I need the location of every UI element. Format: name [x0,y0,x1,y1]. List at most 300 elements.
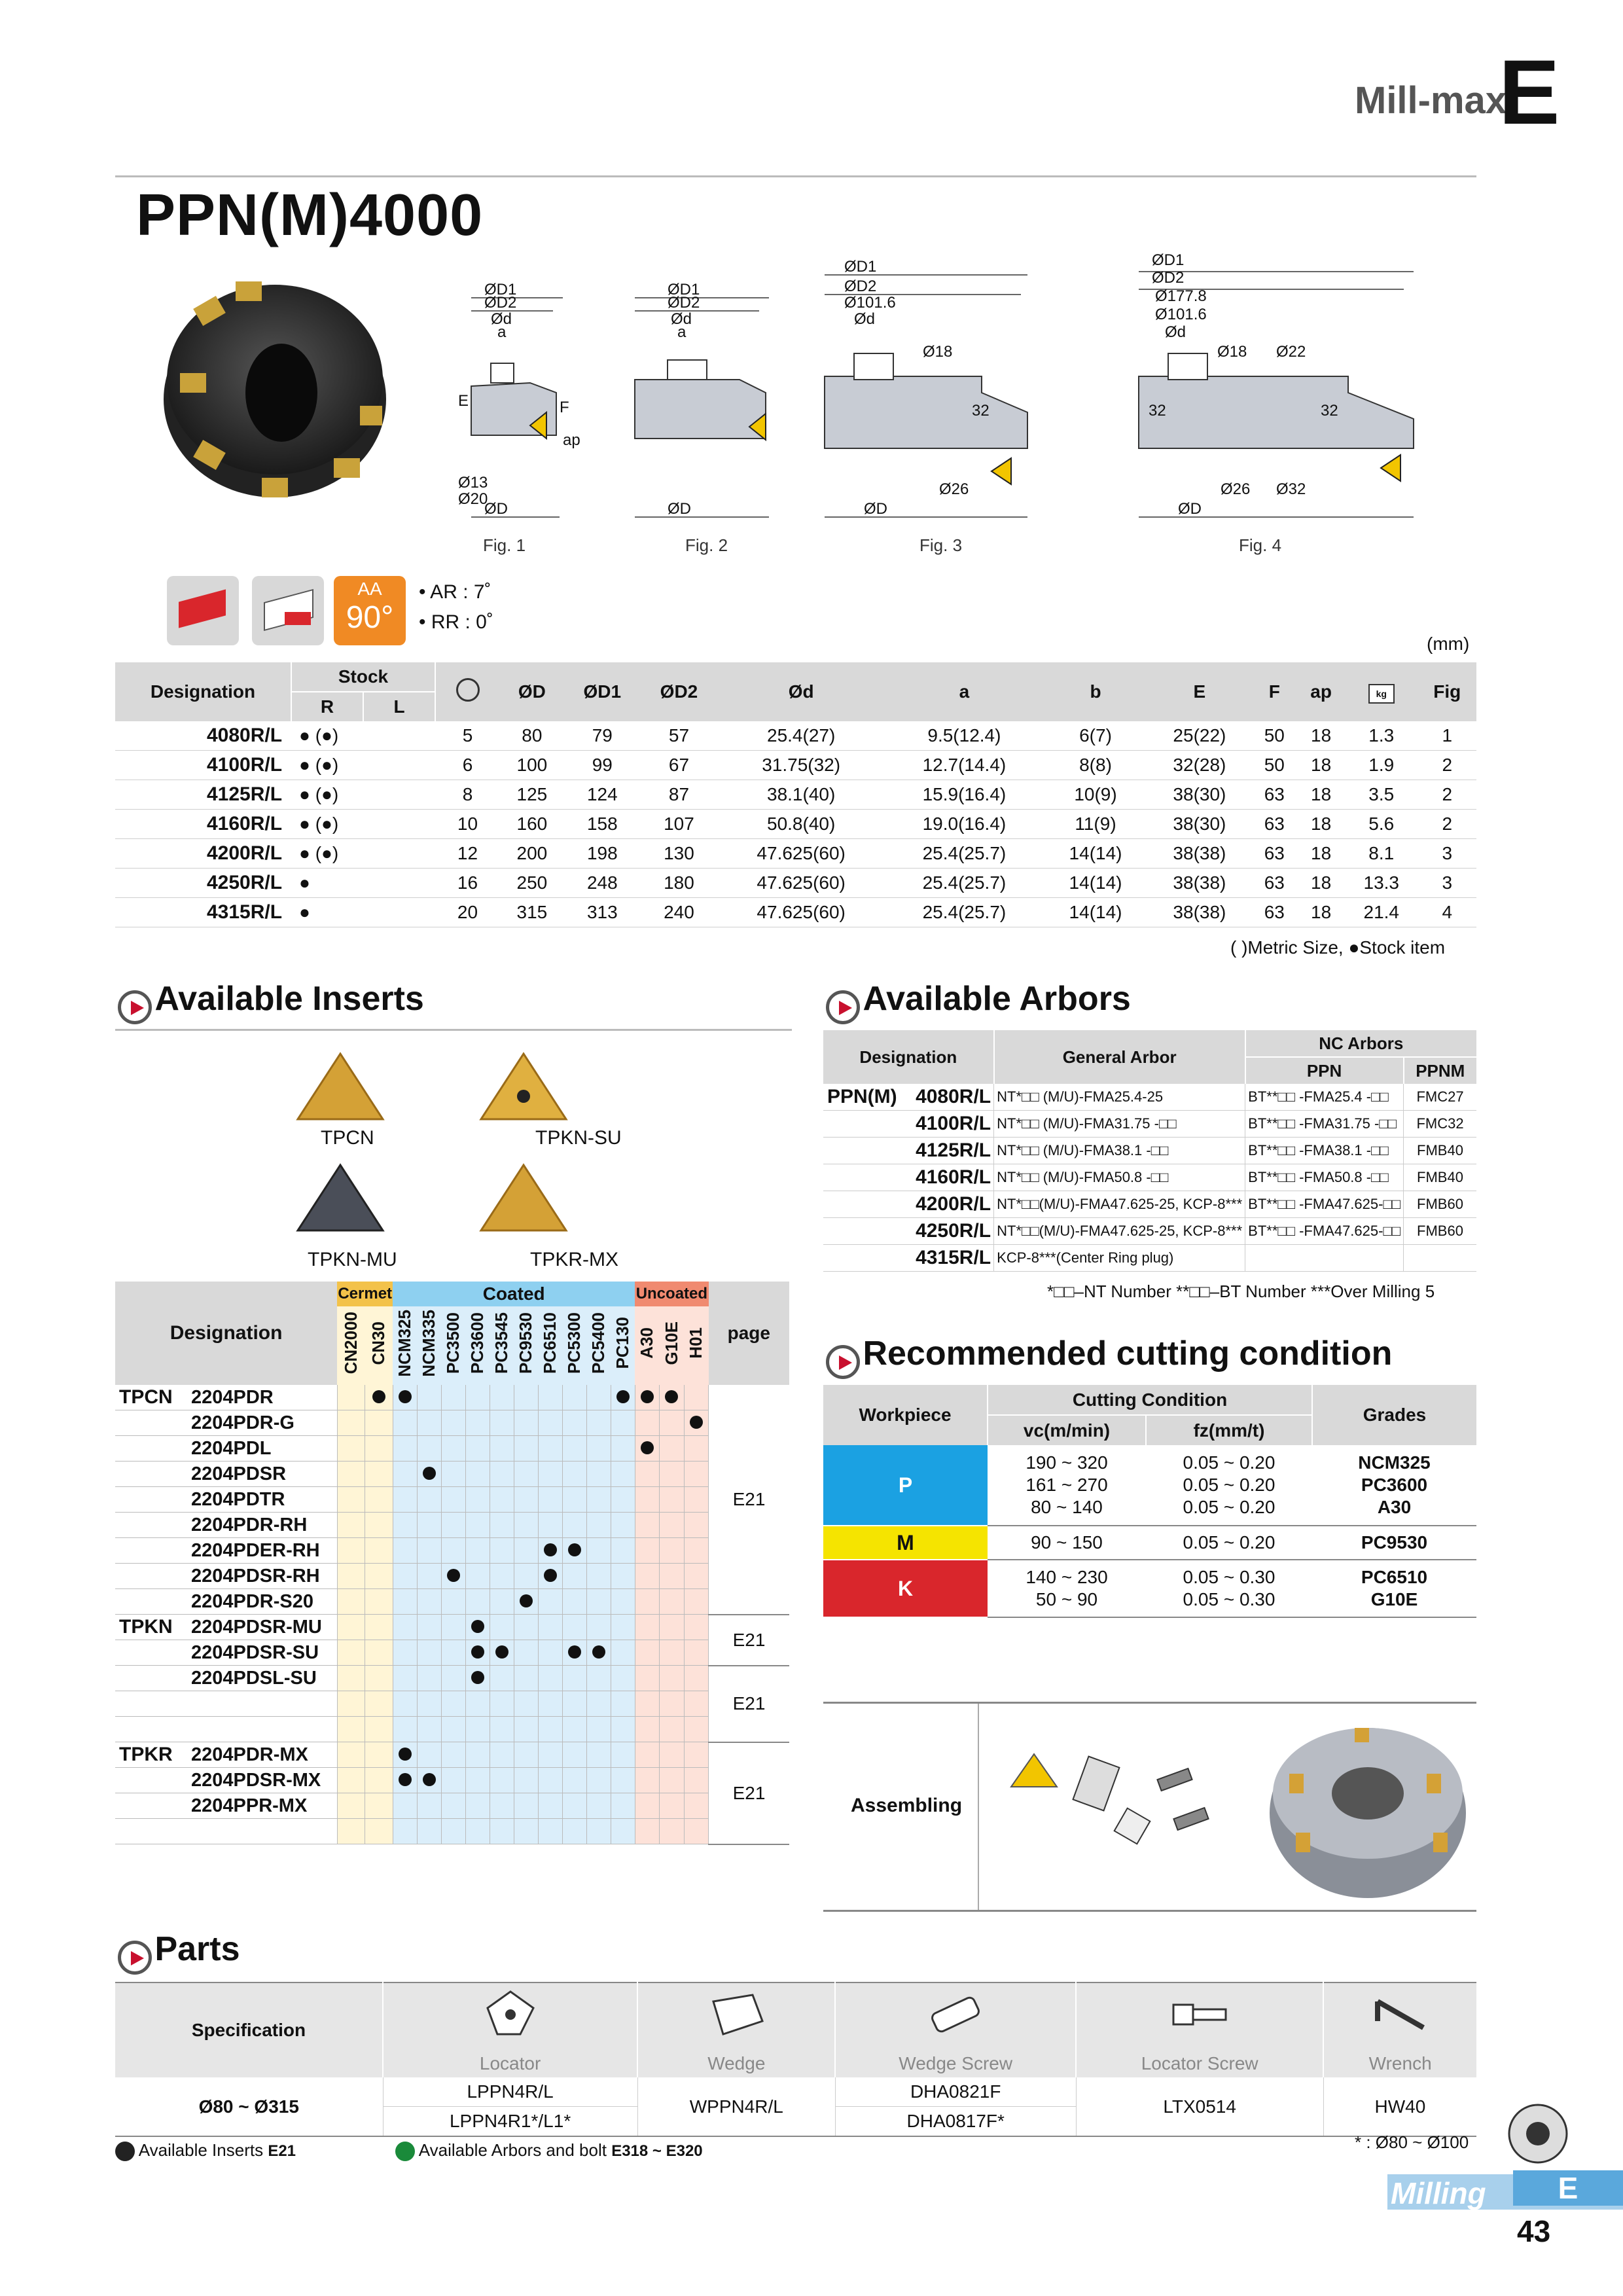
spec-cell-D: 250 [500,869,564,898]
th-d1: ØD1 [564,662,641,721]
arbor-code: 4315R/L [916,1247,991,1268]
spec-row [115,869,1476,898]
dim-d-3: Ød [854,310,876,328]
th-r: R [291,692,363,721]
dim-32a-4: 32 [1149,402,1166,420]
spec-code: 4160R/L [115,810,291,839]
cc-th-condition: Cutting Condition [988,1385,1312,1415]
spec-cell-d: 47.625(60) [717,869,885,898]
parts-col-wedge: Wedge [637,2050,835,2077]
spec-cell-D2: 130 [641,839,717,869]
cc-workpiece: K [823,1560,988,1617]
inserts-table [115,1282,789,1845]
spec-cell-D1: 124 [564,780,641,810]
spec-stock-r: ● (●) [291,721,363,751]
dim-f: F [560,399,569,416]
spec-stock-l [363,780,435,810]
spec-cell-a: 25.4(25.7) [885,839,1043,869]
arbor-ppnm [1404,1245,1476,1272]
ins-th-coated: Coated [393,1282,635,1306]
wedge-icon [637,1982,835,2050]
parts-table [115,1982,1476,2137]
spec-cell-ap: 18 [1297,898,1345,927]
spec-cell-b: 14(14) [1044,869,1148,898]
spec-cell-z: 16 [435,869,500,898]
insert-row [115,1487,789,1513]
spec-cell-F: 63 [1251,869,1297,898]
spec-row [115,780,1476,810]
spec-stock-r: ● (●) [291,780,363,810]
stock-dot [423,1467,436,1480]
cutting-row [823,1560,1476,1617]
dim-d1-2: ØD1 [668,281,700,298]
spec-cell-D: 160 [500,810,564,839]
dim-d2-3: ØD2 [844,278,877,295]
arrow-icon [115,2142,135,2161]
spec-cell-ap: 18 [1297,751,1345,780]
stock-dot [423,1773,436,1786]
parts-range: Ø80 ~ Ø315 [115,2077,383,2136]
dim-32c-4: Ø32 [1276,480,1306,498]
dim-101-3: Ø101.6 [844,294,896,312]
spec-cell-D1: 79 [564,721,641,751]
dim-101-4: Ø101.6 [1155,306,1207,323]
insert-row [115,1462,789,1487]
cc-fz-line: 0.05 ~ 0.30 [1183,1589,1275,1609]
arb-th-designation: Designation [823,1030,994,1084]
spec-cell-fig: 2 [1418,751,1476,780]
section-tab: E [1513,2170,1623,2206]
dim-dd-2: ØD [668,500,691,518]
dim-18-4: Ø18 [1217,343,1247,361]
arbors-note: *□□–NT Number **□□–BT Number ***Over Milling 5 [1047,1282,1435,1301]
arbor-general: NT*□□ (M/U)-FMA31.75 -□□ [994,1111,1245,1138]
arrow-icon-2 [395,2142,415,2161]
th-d2: ØD2 [641,662,717,721]
spec-cell-D: 200 [500,839,564,869]
arbor-ppnm: FMB60 [1404,1191,1476,1218]
arbor-code: 4160R/L [916,1166,991,1188]
stock-dot [495,1645,508,1659]
spec-cell-a: 25.4(25.7) [885,869,1043,898]
parts-col-wedge-screw: Wedge Screw [835,2050,1076,2077]
page-title: PPN(M)4000 [136,183,484,248]
spec-stock-r: ● [291,869,363,898]
arbor-row [823,1191,1476,1218]
dim-26-4: Ø26 [1221,480,1251,498]
spec-cell-ap: 18 [1297,780,1345,810]
insert-name-tpcn: TPCN [321,1127,374,1149]
cc-fz-line: 0.05 ~ 0.30 [1183,1567,1275,1587]
parts-title: Parts [154,1930,240,1968]
spec-cell-kg: 5.6 [1345,810,1418,839]
insert-group: TPKR [119,1744,173,1765]
insert-name-tpkr-mx: TPKR-MX [530,1249,618,1270]
dim-a-2: a [677,323,687,341]
arbor-row [823,1111,1476,1138]
spec-cell-kg: 3.5 [1345,780,1418,810]
spec-row [115,898,1476,927]
arbor-ppnm: FMB40 [1404,1164,1476,1191]
spec-cell-ap: 18 [1297,810,1345,839]
arbor-group: PPN(M) [827,1086,897,1107]
spec-note: ( )Metric Size, ●Stock item [1230,937,1446,958]
locator-1: LPPN4R/L [383,2077,637,2107]
cc-fz-line: 0.05 ~ 0.20 [1183,1497,1275,1517]
spec-row [115,810,1476,839]
insert-row [115,1793,789,1819]
spec-cell-D1: 313 [564,898,641,927]
dim-d1-4: ØD1 [1152,251,1185,269]
th-stock: Stock [291,662,435,692]
cc-grades-line: PC3600 [1361,1475,1428,1495]
insert-row [115,1742,789,1768]
spec-cell-D2: 57 [641,721,717,751]
spec-code: 4315R/L [115,898,291,927]
th-e: E [1147,662,1251,721]
spec-cell-b: 10(9) [1044,780,1148,810]
parts-footnote: * : Ø80 ~ Ø100 [1355,2132,1469,2152]
locator-screw: LTX0514 [1076,2077,1323,2136]
stock-dot [592,1645,605,1659]
stock-dot [520,1594,533,1607]
arbor-ppnm: FMB60 [1404,1218,1476,1245]
th-designation: Designation [115,662,291,721]
spec-cell-F: 63 [1251,839,1297,869]
spec-cell-D: 315 [500,898,564,927]
spec-cell-fig: 2 [1418,810,1476,839]
cc-th-vc: vc(m/min) [988,1415,1146,1445]
dim-32b-4: 32 [1321,402,1338,420]
cc-fz-line: 0.05 ~ 0.20 [1183,1452,1275,1473]
spec-cell-b: 8(8) [1044,751,1148,780]
arb-th-nc: NC Arbors [1245,1030,1476,1057]
spec-cell-E: 25(22) [1147,721,1251,751]
axial-rake: • AR : 7˚ [419,581,491,603]
insert-code: 2204PDER-RH [191,1540,320,1561]
arbor-code: 4200R/L [916,1193,991,1215]
th-a: a [885,662,1043,721]
stock-dot [447,1569,460,1582]
locator-icon [383,1982,637,2050]
play-icon-2 [826,990,860,1024]
parts-col-locator: Locator [383,2050,637,2077]
spec-stock-r: ● [291,898,363,927]
insert-page: E21 [709,1666,789,1742]
arbor-general: NT*□□ (M/U)-FMA25.4-25 [994,1084,1245,1111]
dim-22-4: Ø22 [1276,343,1306,361]
spec-cell-E: 32(28) [1147,751,1251,780]
spec-cell-D2: 180 [641,869,717,898]
insert-row [115,1436,789,1462]
dim-13: Ø13 [458,474,488,492]
spec-cell-d: 31.75(32) [717,751,885,780]
spec-cell-ap: 18 [1297,839,1345,869]
th-fig: Fig [1418,662,1476,721]
arbor-general: NT*□□(M/U)-FMA47.625-25, KCP-8*** [994,1191,1245,1218]
approach-angle-badge [334,576,406,645]
cc-grades-line: A30 [1377,1497,1412,1517]
wedge-screw-2: DHA0817F* [835,2107,1076,2137]
section-letter: E [1499,41,1560,143]
dim-d-4: Ød [1165,323,1186,341]
spec-cell-b: 14(14) [1044,839,1148,869]
cutting-row [823,1526,1476,1560]
th-f: F [1251,662,1297,721]
insert-row [115,1691,789,1717]
ins-th-designation: Designation [115,1282,337,1385]
spec-cell-F: 63 [1251,810,1297,839]
dim-177-4: Ø177.8 [1155,287,1207,305]
stock-dot [568,1645,581,1659]
cutter-image [151,262,399,511]
spec-cell-E: 38(38) [1147,839,1251,869]
insert-code: 2204PDSR [191,1463,287,1484]
insert-row [115,1410,789,1436]
series-name: Mill-max [1355,79,1507,122]
spec-stock-l [363,869,435,898]
th-d: ØD [500,662,564,721]
spec-cell-b: 11(9) [1044,810,1148,839]
spec-cell-d: 25.4(27) [717,721,885,751]
spec-cell-F: 63 [1251,780,1297,810]
insert-row [115,1615,789,1640]
spec-stock-l [363,839,435,869]
spec-cell-z: 20 [435,898,500,927]
grade-A30: A30 [637,1327,657,1359]
grade-PC9530: PC9530 [516,1312,536,1374]
spec-cell-a: 12.7(14.4) [885,751,1043,780]
cc-grades-line: PC9530 [1361,1532,1428,1552]
grade-NCM335: NCM335 [419,1309,439,1377]
badge-aa: AA [357,579,382,599]
cc-vc-line: 90 ~ 150 [1031,1532,1103,1552]
cc-grades-line: PC6510 [1361,1567,1428,1587]
insert-images [288,1041,825,1270]
dim-dd-3: ØD [864,500,887,518]
insert-code: 2204PDR [191,1387,274,1408]
wedge-screw-1: DHA0821F [835,2077,1076,2107]
arbor-ppn: BT**□□ -FMA47.625-□□ [1245,1218,1404,1245]
stock-dot [616,1390,630,1403]
rake-icon-1 [167,576,239,645]
spec-cell-D: 125 [500,780,564,810]
spec-cell-F: 50 [1251,751,1297,780]
assembling-label: Assembling [851,1795,963,1816]
dim-a: a [497,323,507,341]
dimension-drawings [393,242,1466,563]
spec-stock-l [363,810,435,839]
stock-dot [544,1569,557,1582]
spec-cell-D2: 240 [641,898,717,927]
cc-th-fz: fz(mm/t) [1146,1415,1312,1445]
assembly-drawing [988,1715,1472,1905]
dim-d2-4: ØD2 [1152,269,1185,287]
stock-dot [471,1620,484,1633]
dim-26-3: Ø26 [939,480,969,498]
parts-col-wrench: Wrench [1323,2050,1476,2077]
cutting-section-header [826,1334,1392,1379]
arbor-code: 4100R/L [916,1113,991,1134]
fig-label-1: Fig. 1 [483,535,526,555]
stock-dot [568,1543,581,1556]
cutting-title: Recommended cutting condition [863,1335,1393,1372]
spec-table [115,662,1476,927]
arbor-ppnm: FMB40 [1404,1138,1476,1164]
spec-stock-l [363,751,435,780]
spec-cell-kg: 21.4 [1345,898,1418,927]
insert-name-tpkn-su: TPKN-SU [535,1127,622,1149]
dim-d1-3: ØD1 [844,258,877,276]
insert-code: 2204PDSR-MU [191,1617,322,1638]
cutting-table [823,1385,1476,1618]
dim-e: E [458,392,469,410]
locator-screw-icon [1076,1982,1323,2050]
teeth-icon [435,662,500,721]
arbor-ppnm: FMC27 [1404,1084,1476,1111]
spec-stock-r: ● (●) [291,810,363,839]
stock-dot [690,1416,703,1429]
grade-CN30: CN30 [368,1321,389,1365]
insert-row [115,1589,789,1615]
insert-code: 2204PDTR [191,1489,285,1510]
parts-spec-label: Specification [191,2020,306,2040]
spec-cell-ap: 18 [1297,721,1345,751]
spec-stock-l [363,721,435,751]
spec-cell-kg: 13.3 [1345,869,1418,898]
insert-row [115,1819,789,1844]
insert-code: 2204PDSR-RH [191,1566,320,1587]
insert-code: 2204PDSL-SU [191,1668,317,1689]
spec-cell-fig: 2 [1418,780,1476,810]
insert-code: 2204PDL [191,1438,272,1459]
spec-cell-b: 6(7) [1044,721,1148,751]
arbor-row [823,1245,1476,1272]
spec-code: 4080R/L [115,721,291,751]
spec-cell-D2: 107 [641,810,717,839]
cutting-row [823,1445,1476,1526]
footer-arb-label: Available Arbors and bolt [418,2140,607,2160]
spec-cell-kg: 1.9 [1345,751,1418,780]
stock-dot [399,1748,412,1761]
cc-workpiece: P [823,1445,988,1526]
arb-th-general: General Arbor [994,1030,1245,1084]
spec-cell-E: 38(30) [1147,780,1251,810]
insert-page: E21 [709,1742,789,1844]
page-number: 43 [1517,2214,1551,2248]
milling-label: Milling [1391,2176,1486,2210]
dim-20: Ø20 [458,490,488,508]
insert-group: TPCN [119,1386,173,1408]
insert-code: 2204PPR-MX [191,1795,308,1816]
arb-th-ppn: PPN [1245,1057,1404,1084]
spec-cell-z: 10 [435,810,500,839]
weight-icon: kg [1345,662,1418,721]
spec-cell-ap: 18 [1297,869,1345,898]
spec-cell-b: 14(14) [1044,898,1148,927]
insert-row [115,1717,789,1742]
play-icon-3 [826,1345,860,1379]
stock-dot [544,1543,557,1556]
insert-row [115,1768,789,1793]
arbor-general: KCP-8***(Center Ring plug) [994,1245,1245,1272]
spec-cell-E: 38(38) [1147,869,1251,898]
arbor-row [823,1218,1476,1245]
stock-dot [471,1645,484,1659]
dim-dd: ØD [484,500,508,518]
spec-row [115,721,1476,751]
insert-row [115,1385,789,1410]
cc-th-grades: Grades [1312,1385,1476,1445]
grade-H01: H01 [686,1327,706,1359]
cc-th-workpiece: Workpiece [823,1385,988,1445]
arbor-ppn [1245,1245,1404,1272]
tpkr-mx-icon [481,1165,566,1230]
dim-32-3: 32 [972,402,990,420]
ins-th-cermet: Cermet [337,1282,393,1306]
insert-code: 2204PDSR-MX [191,1770,321,1791]
grade-PC3500: PC3500 [443,1312,463,1374]
cc-vc-line: 80 ~ 140 [1031,1497,1103,1517]
arbor-ppn: BT**□□ -FMA47.625-□□ [1245,1191,1404,1218]
grade-NCM325: NCM325 [395,1309,415,1377]
cc-vc-line: 140 ~ 230 [1026,1567,1108,1587]
grade-PC5400: PC5400 [588,1312,609,1374]
spec-cell-F: 63 [1251,898,1297,927]
insert-page: E21 [709,1615,789,1666]
fig-label-2: Fig. 2 [685,535,728,555]
cc-fz-line: 0.05 ~ 0.20 [1183,1475,1275,1495]
spec-cell-kg: 1.3 [1345,721,1418,751]
footer-arbors-link[interactable] [395,2140,703,2161]
insert-page: E21 [709,1385,789,1615]
spec-cell-E: 38(30) [1147,810,1251,839]
badge-90: 90° [346,600,394,635]
spec-cell-fig: 4 [1418,898,1476,927]
arbors-title: Available Arbors [863,980,1131,1018]
rake-icon-2 [252,576,324,645]
arbor-general: NT*□□ (M/U)-FMA50.8 -□□ [994,1164,1245,1191]
locator-2: LPPN4R1*/L1* [383,2107,637,2137]
fig-label-4: Fig. 4 [1239,535,1282,555]
spec-cell-D1: 198 [564,839,641,869]
parts-section-header [118,1929,240,1975]
spec-cell-a: 9.5(12.4) [885,721,1043,751]
cc-grades-line: NCM325 [1358,1452,1431,1473]
wrench-part: HW40 [1323,2077,1476,2136]
ins-th-uncoated: Uncoated [635,1282,708,1306]
dim-d1: ØD1 [484,281,517,298]
spec-cell-z: 12 [435,839,500,869]
wrench-icon [1323,1982,1476,2050]
stock-dot [399,1390,412,1403]
grade-PC3600: PC3600 [467,1312,488,1374]
cutter-thumb-icon [1505,2101,1571,2166]
dim-ap: ap [563,431,580,449]
insert-code: 2204PDSR-SU [191,1642,319,1663]
footer-inserts-link[interactable] [115,2140,296,2161]
arb-th-ppnm: PPNM [1404,1057,1476,1084]
spec-cell-D: 80 [500,721,564,751]
stock-dot [399,1773,412,1786]
spec-cell-kg: 8.1 [1345,839,1418,869]
footer-ins-label: Available Inserts [138,2140,264,2160]
th-dd: Ød [717,662,885,721]
spec-cell-F: 50 [1251,721,1297,751]
spec-cell-D1: 158 [564,810,641,839]
footer-arb-page: E318 ~ E320 [611,2142,703,2160]
arbor-ppn: BT**□□ -FMA38.1 -□□ [1245,1138,1404,1164]
